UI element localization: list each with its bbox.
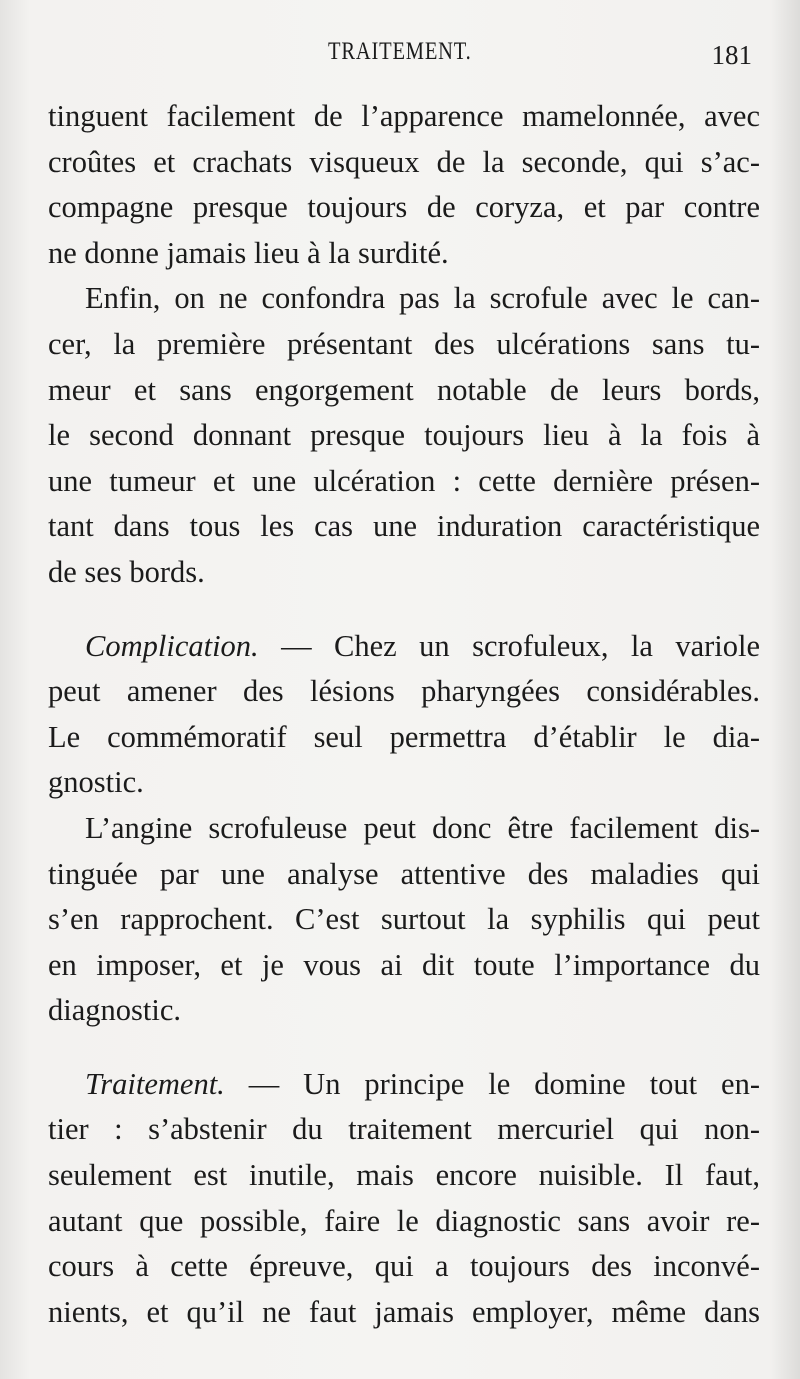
text-line: s’en rapprochent. C’est surtout la syphilis qui peut bbox=[48, 902, 760, 937]
paragraph bbox=[48, 276, 760, 595]
running-head: TRAITEMENT. bbox=[328, 38, 472, 65]
text-line: tant dans tous les cas une induration caractéristique bbox=[48, 509, 760, 544]
page-number: 181 bbox=[711, 40, 752, 70]
paragraph bbox=[48, 94, 760, 276]
section-gap bbox=[48, 1034, 760, 1062]
text-line: en imposer, et je vous ai dit toute l’importance du bbox=[48, 947, 760, 982]
section-gap bbox=[48, 596, 760, 624]
text-line: cours à cette épreuve, qui a toujours des inconvé- bbox=[48, 1249, 760, 1284]
paragraph bbox=[48, 806, 760, 1034]
text-run: — Un principe le domine tout en- bbox=[224, 1066, 760, 1101]
text-line: tinguent facilement de l’apparence mamelonnée, avec bbox=[48, 99, 760, 133]
paragraph bbox=[48, 1062, 760, 1336]
section-heading: Traitement. bbox=[85, 1066, 225, 1101]
text-line: L’angine scrofuleuse peut donc être facilement dis- bbox=[85, 810, 760, 845]
text-line: croûtes et crachats visqueux de la seconde, qui s’ac- bbox=[48, 144, 760, 179]
paragraph bbox=[48, 624, 760, 806]
text-line: Enfin, on ne confondra pas la scrofule avec le can- bbox=[85, 281, 760, 316]
text-line: peut amener des lésions pharyngées considérables. bbox=[48, 674, 760, 709]
text-line: gnostic. bbox=[48, 765, 144, 800]
text-line: cer, la première présentant des ulcérations sans tu- bbox=[48, 326, 760, 361]
page-header bbox=[48, 38, 760, 78]
text-line: compagne presque toujours de coryza, et par contre bbox=[48, 190, 760, 225]
text-line: de ses bords. bbox=[48, 554, 205, 589]
text-line: autant que possible, faire le diagnostic sans avoir re- bbox=[48, 1203, 760, 1238]
section-heading: Complication. bbox=[85, 628, 259, 663]
text-line: nients, et qu’il ne faut jamais employer, même dans bbox=[48, 1294, 760, 1329]
text-line: Le commémoratif seul permettra d’établir le dia- bbox=[48, 719, 760, 754]
text-line: le second donnant presque toujours lieu à la fois à bbox=[48, 418, 760, 453]
text-line: seulement est inutile, mais encore nuisible. Il faut, bbox=[48, 1158, 760, 1193]
text-line: ne donne jamais lieu à la surdité. bbox=[48, 235, 449, 270]
text-line bbox=[48, 624, 760, 670]
text-line: tinguée par une analyse attentive des maladies qui bbox=[48, 856, 760, 891]
text-line bbox=[48, 1062, 760, 1108]
text-run: — Chez un scrofuleux, la variole bbox=[258, 628, 760, 663]
text-line: une tumeur et une ulcération : cette dernière présen- bbox=[48, 463, 760, 498]
text-line: tier : s’abstenir du traitement mercuriel qui non- bbox=[48, 1112, 760, 1147]
body-text bbox=[48, 94, 760, 1335]
text-line: meur et sans engorgement notable de leurs bords, bbox=[48, 372, 760, 407]
text-line: diagnostic. bbox=[48, 993, 181, 1028]
